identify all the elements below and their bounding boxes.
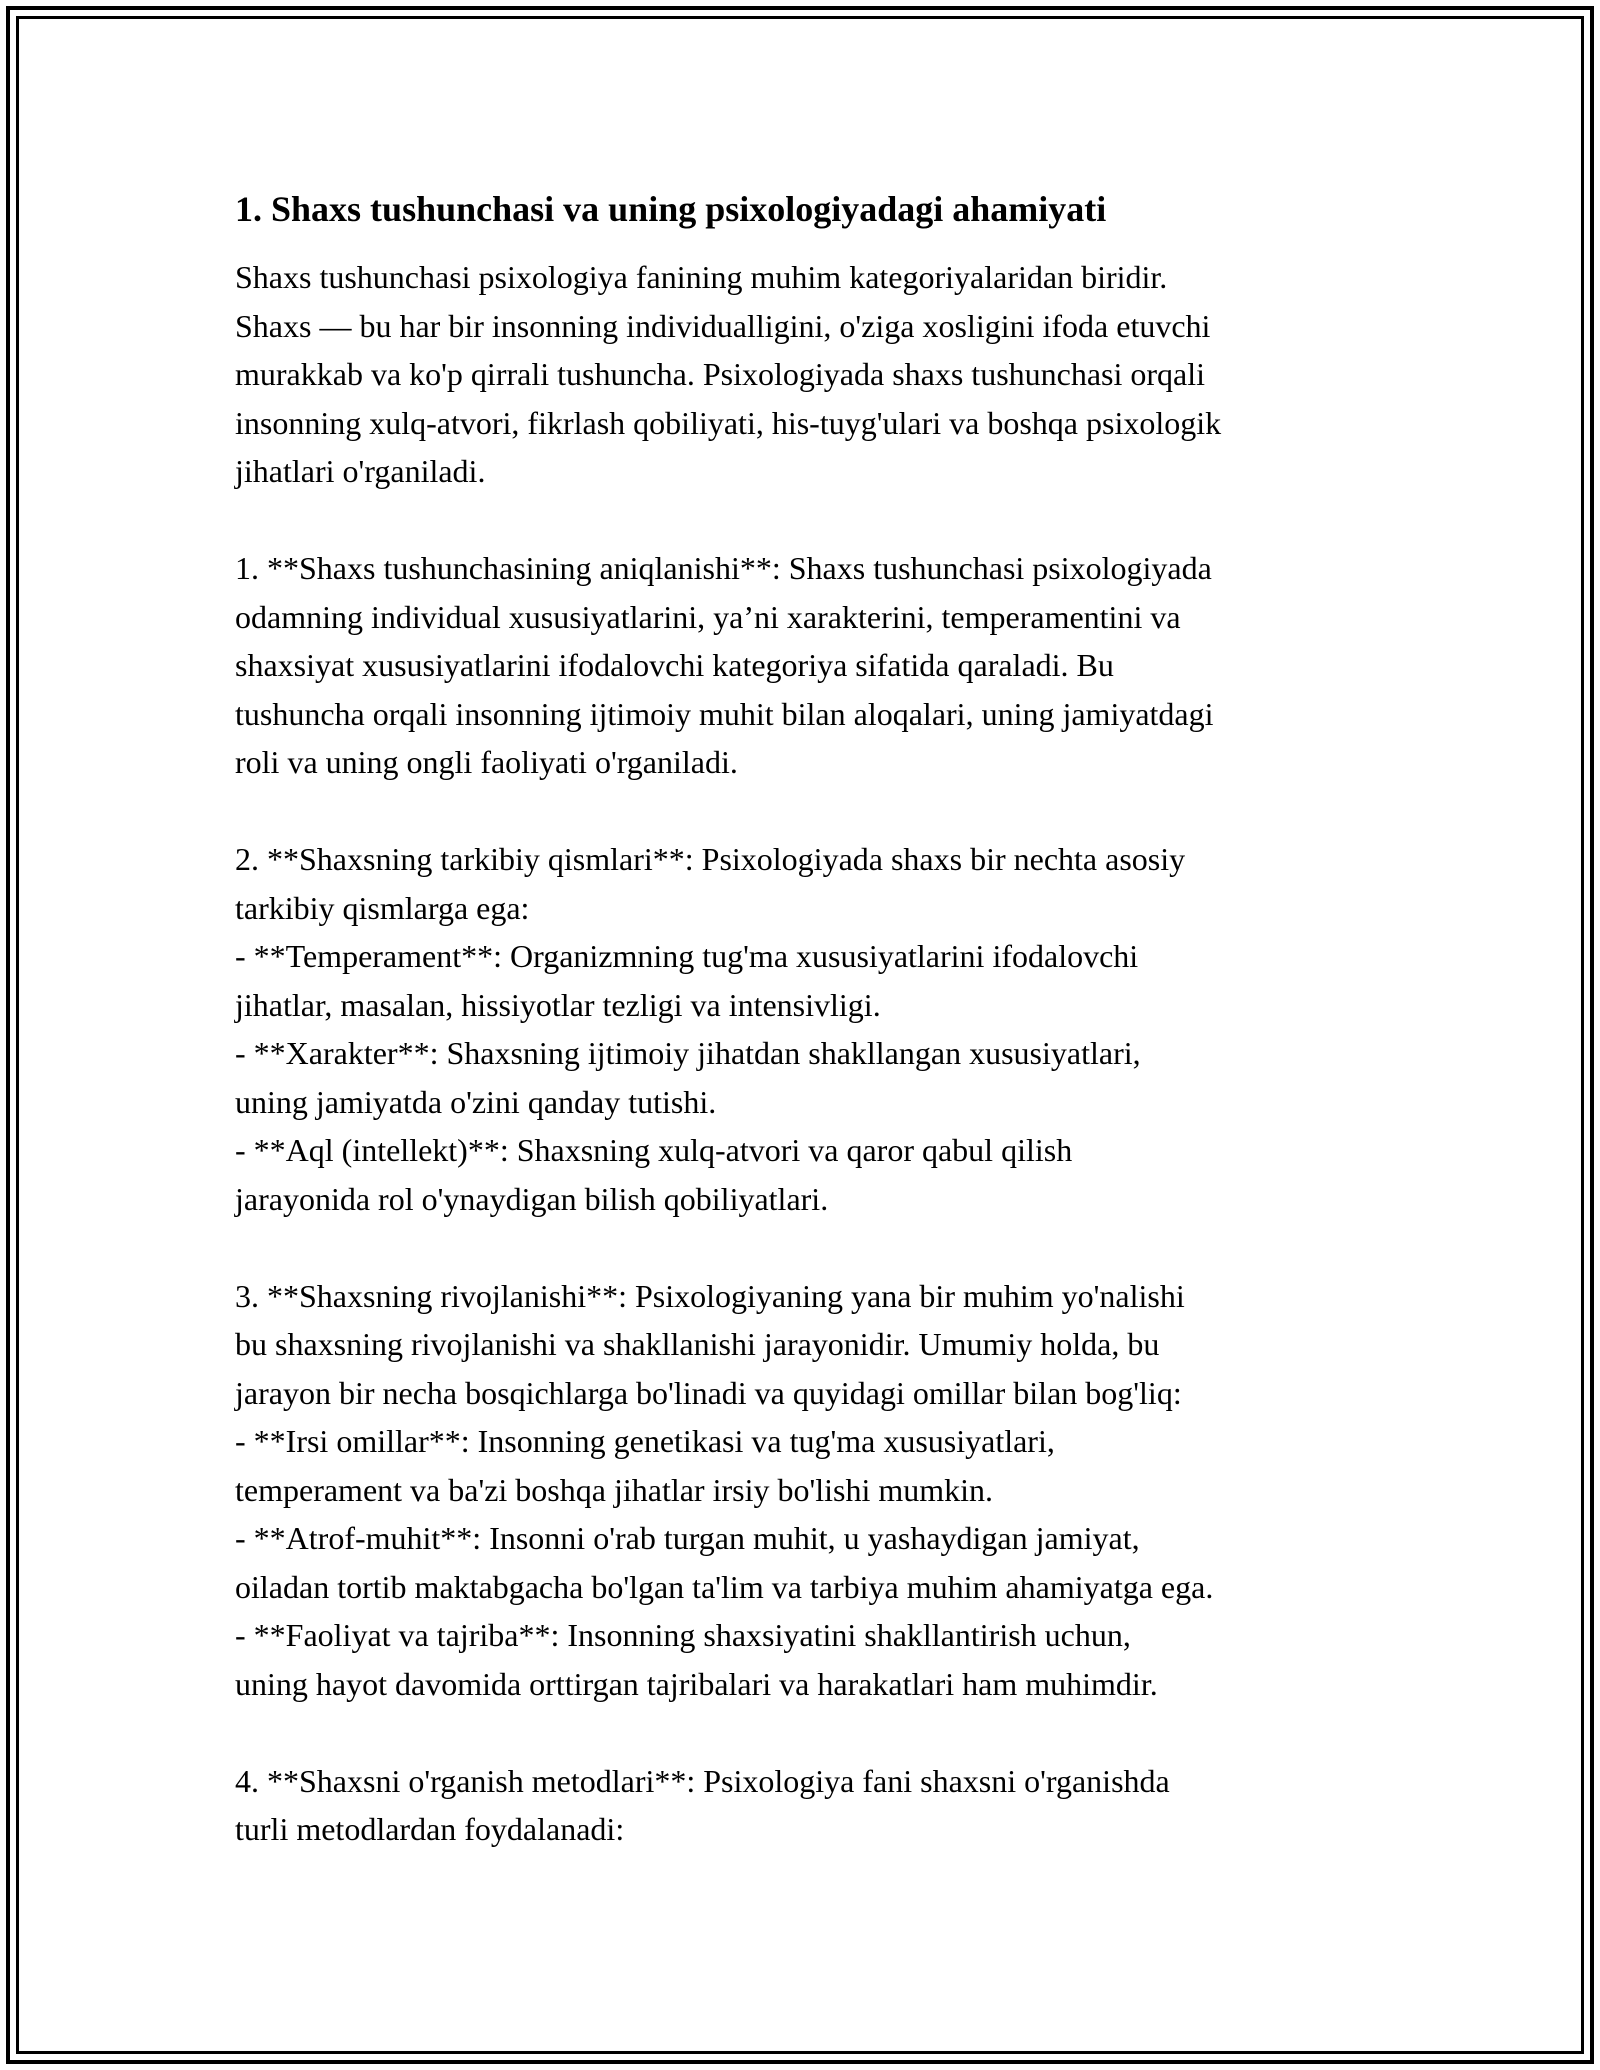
point-4-methods: 4. **Shaxsni o'rganish metodlari**: Psixologiya fani shaxsni o'rganishda turli metodlardan foydalanadi:: [235, 1762, 1170, 1847]
point-3-development: 3. **Shaxsning rivojlanishi**: Psixologiyaning yana bir muhim yo'nalishi bu shaxsning rivojlanishi va shakllanishi jarayonidir. Umumiy holda, bu jarayon bir necha bosqichlarga bo'linadi va quyidagi omillar bilan bog'liq: - **Irsi omillar**: Insonning genetikasi va tug'ma xususiyatlari, temperament va ba'zi boshqa jihatlar irsiy bo'lishi mumkin. - **Atrof-muhit**: Insonni o'rab turgan muhit, u yashaydigan jamiyat, oiladan tortib maktabgacha bo'lgan ta'lim va tarbiya muhim ahamiyatga ega. - **Faoliyat va tajriba**: Insonning shaxsiyatini shakllantirish uchun, uning hayot davomida orttirgan tajribalari va harakatlari ham muhimdir.: [235, 1277, 1214, 1702]
point-1-definition: 1. **Shaxs tushunchasining aniqlanishi**: Shaxs tushunchasi psixologiyada odamning individual xususiyatlarini, ya’ni xarakterini, temperamentini va shaxsiyat xususiyatlarini ifodalovchi kategoriya sifatida qaraladi. Bu tushuncha orqali insonning ijtimoiy muhit bilan aloqalari, uning jamiyatdagi roli va uning ongli faoliyati o'rganiladi.: [235, 550, 1214, 780]
point-2-components: 2. **Shaxsning tarkibiy qismlari**: Psixologiyada shaxs bir nechta asosiy tarkibiy qismlarga ega: - **Temperament**: Organizmning tug'ma xususiyatlarini ifodalovchi jihatlar, masalan, hissiyotlar tezligi va intensivligi. - **Xarakter**: Shaxsning ijtimoiy jihatdan shakllangan xususiyatlari, uning jamiyatda o'zini qanday tutishi. - **Aql (intellekt)**: Shaxsning xulq-atvori va qaror qabul qilish jarayonida rol o'ynaydigan bilish qobiliyatlari.: [235, 841, 1186, 1217]
section-heading: 1. Shaxs tushunchasi va uning psixologiyadagi ahamiyati: [235, 189, 1107, 229]
document-body: [235, 185, 1365, 1854]
intro-paragraph: Shaxs tushunchasi psixologiya fanining muhim kategoriyalaridan biridir. Shaxs — bu har bir insonning individualligini, o'ziga xosligini ifoda etuvchi murakkab va ko'p qirrali tushuncha. Psixologiyada shaxs tushunchasi orqali insonning xulq-atvori, fikrlash qobiliyati, his-tuyg'ulari va boshqa psixologik jihatlari o'rganiladi.: [235, 259, 1222, 489]
